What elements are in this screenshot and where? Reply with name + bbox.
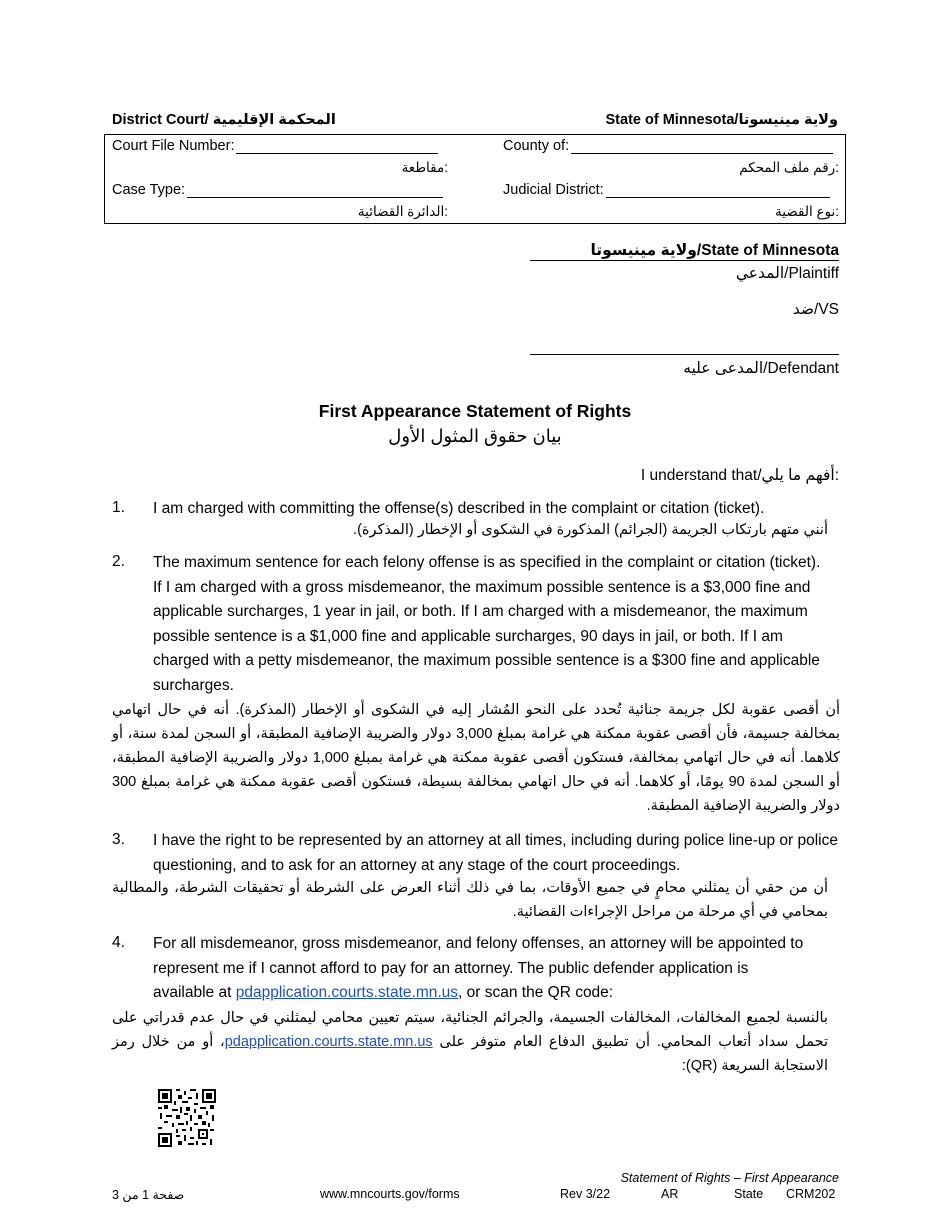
county-label: County of: bbox=[503, 138, 570, 154]
document-title-arabic: بيان حقوق المثول الأول bbox=[388, 426, 562, 446]
qr-code-image[interactable] bbox=[157, 1089, 217, 1147]
case-type-label-arabic: نوع القضية: bbox=[774, 204, 839, 219]
versus-label: ضد/VS bbox=[792, 301, 839, 318]
item-4-text-before: For all misdemeanor, gross misdemeanor, and felony offenses, an attorney will be appointed to represent me if I cannot afford to pay for an attorney. The public defender application is available at bbox=[153, 935, 804, 1001]
court-file-number-field bbox=[112, 138, 438, 154]
district-court-label: المحكمة الإقليمية /District Court bbox=[112, 112, 336, 128]
court-file-number-input[interactable] bbox=[236, 139, 438, 154]
case-type-input[interactable] bbox=[187, 183, 443, 198]
item-4-arabic-before: بالنسبة لجميع المخالفات، المخالفات الجسيمة، والجرائم الجنائية، سيتم تعيين محامي ليمثلني في حال عدم قدراتي على تحمل سداد أتعاب المحامي. أن تطبيق الدفاع العام متوفر على bbox=[112, 1010, 828, 1050]
item-3-english: I have the right to be represented by an attorney at all times, including during police line-up or police questioning, and to ask for an attorney at any stage of the court proceedings. bbox=[153, 832, 838, 874]
judicial-district-input[interactable] bbox=[606, 183, 830, 198]
revision-date: Rev 3/22 bbox=[560, 1187, 611, 1201]
item-number: 2. bbox=[112, 553, 125, 570]
item-1-english: I am charged with committing the offense(s) described in the complaint or citation (ticket). bbox=[153, 500, 765, 517]
form-id: CRM202 bbox=[786, 1187, 836, 1201]
item-3-arabic: أن من حقي أن يمثلني محامٍ في جميع الأوقات، بما في ذلك أثناء العرض على الشرطة أو تحقيقات الشرطة، والمطالبة بمحامي في أي مرحلة من مراحل الإجراءات القضائية. bbox=[112, 880, 828, 920]
county-label-arabic: مقاطعة: bbox=[401, 160, 448, 175]
court-file-number-label-arabic: رقم ملف المحكم: bbox=[739, 160, 839, 175]
public-defender-application-link[interactable]: pdapplication.courts.state.mn.us bbox=[235, 984, 459, 1001]
court-file-number-label: Court File Number: bbox=[112, 138, 235, 154]
language-code: AR bbox=[661, 1187, 679, 1201]
item-1-arabic: أنني متهم بارتكاب الجريمة (الجرائم) المذكورة في الشكوى أو الإخطار (المذكرة). bbox=[353, 522, 828, 538]
item-4-arabic-after: ، أو من خلال رمز الاستجابة السريعة (QR): bbox=[112, 1034, 828, 1074]
item-4-english bbox=[153, 932, 813, 1006]
intro-statement: I understand that/أفهم ما يلي: bbox=[640, 467, 839, 484]
item-2-english: The maximum sentence for each felony offense is as specified in the complaint or citation (ticket). If I am charged with a gross misdemeanor, the maximum possible sentence is a $3,000 fine and applicable surcharges, 1 year in jail, or both. If I am charged with a misdemeanor, the maximum possible sentence is a $1,000 fine and applicable surcharges, 90 days in jail, or both. If I am charged with a petty misdemeanor, the maximum possible sentence is a $300 fine and applicable surcharges. bbox=[153, 554, 821, 694]
plaintiff-state-name: ولاية مينيسوتا/State of Minnesota bbox=[590, 242, 839, 259]
item-4-text-after: , or scan the QR code: bbox=[458, 984, 614, 1001]
public-defender-application-link-arabic[interactable]: pdapplication.courts.state.mn.us bbox=[224, 1034, 433, 1050]
plaintiff-line bbox=[530, 260, 839, 261]
defendant-name-line[interactable] bbox=[530, 354, 839, 355]
judicial-district-label: Judicial District: bbox=[503, 182, 604, 198]
item-number: 4. bbox=[112, 934, 125, 951]
plaintiff-label: المدعي/Plaintiff bbox=[735, 265, 839, 282]
form-state: State bbox=[734, 1187, 764, 1201]
case-type-field bbox=[112, 182, 443, 198]
state-label: ولاية مينيسوتا/State of Minnesota bbox=[605, 112, 838, 128]
case-type-label: Case Type: bbox=[112, 182, 186, 198]
item-number: 1. bbox=[112, 499, 125, 516]
footer-website: www.mncourts.gov/forms bbox=[320, 1187, 460, 1201]
page-number: صفحة 1 من 3 bbox=[112, 1188, 185, 1202]
document-title: First Appearance Statement of Rights bbox=[318, 401, 632, 421]
item-2-arabic: أن أقصى عقوبة لكل جريمة جنائية تُحدد على النحو المُشار إليه في الشكوى أو الإخطار (المذكرة). أنه في حال اتهامي بمخالفة جسيمة، فأن أقصى عقوبة ممكنة هي غرامة بمبلغ 3,000 دولار والضريبة الإضافية المطبقة، أو السجن لمدة سنة، أو كلاهما. أنه في حال اتهامي بمخالفة، فستكون أقصى عقوبة ممكنة هي غرامة بمبلغ 1,000 دولار والضريبة الإضافية المطبقة، أو السجن لمدة 90 يومًا، أو كلاهما. أنه في حال اتهامي بمخالفة بسيطة، فستكون أقصى عقوبة ممكنة هي غرامة بمبلغ 300 دولار والضريبة الإضافية المطبقة. bbox=[112, 702, 840, 814]
defendant-label: المدعى عليه/Defendant bbox=[683, 360, 839, 377]
county-input[interactable] bbox=[571, 139, 833, 154]
item-4-arabic bbox=[112, 1006, 828, 1078]
judicial-district-field bbox=[503, 182, 830, 198]
item-number: 3. bbox=[112, 831, 125, 848]
county-field bbox=[503, 138, 833, 154]
footer-form-title: Statement of Rights – First Appearance bbox=[620, 1171, 839, 1185]
judicial-district-label-arabic: الدائرة القضائية: bbox=[357, 204, 448, 219]
